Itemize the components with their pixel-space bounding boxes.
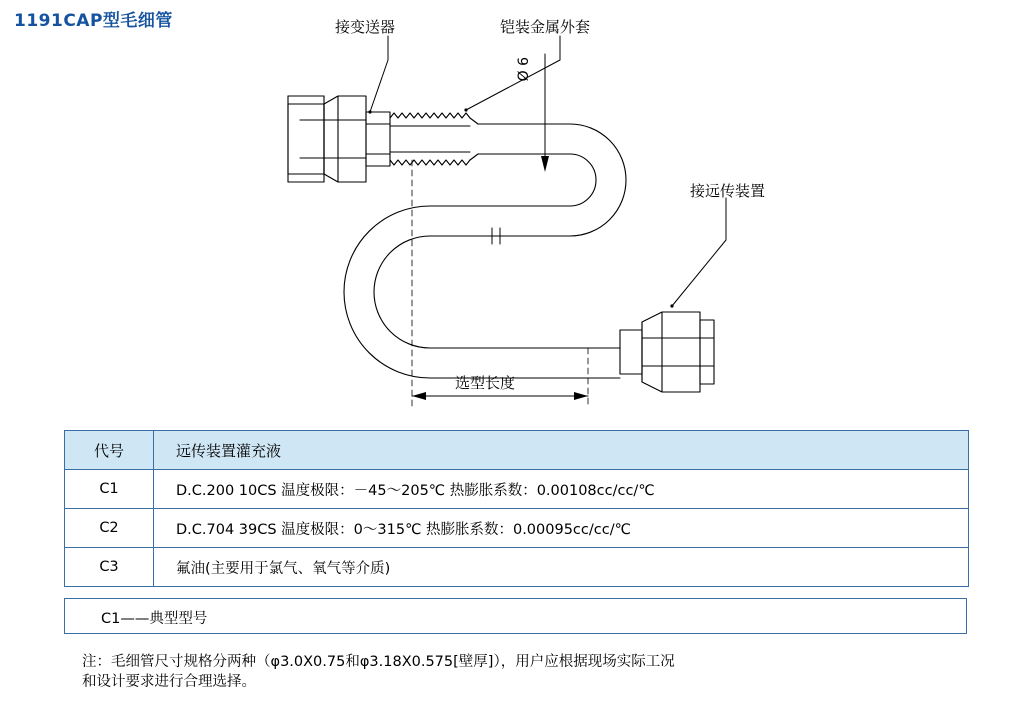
cell-code: C1 — [65, 470, 154, 509]
label-selected-length: 选型长度 — [455, 374, 516, 392]
label-armor-sheath: 铠装金属外套 — [500, 18, 591, 36]
footnote — [82, 652, 982, 692]
table-row — [65, 470, 969, 509]
page-title: 1191CAP型毛细管 — [14, 11, 173, 31]
cell-code: C2 — [65, 509, 154, 548]
label-diameter: Ø 6 — [516, 57, 532, 82]
header-code: 代号 — [65, 431, 154, 470]
cell-description: D.C.704 39CS 温度极限：0～315℃ 热膨胀系数：0.00095cc/cc/℃ — [154, 509, 969, 548]
label-remote-device: 接远传装置 — [690, 182, 766, 200]
table-row — [65, 548, 969, 587]
table-row — [65, 509, 969, 548]
footnote-line-1: 注：毛细管尺寸规格分两种（φ3.0X0.75和φ3.18X0.575[壁厚]），用户应根据现场实际工况 — [82, 654, 675, 670]
table-header-row — [65, 431, 969, 470]
footnote-line-2: 和设计要求进行合理选择。 — [82, 674, 256, 690]
cell-code: C3 — [65, 548, 154, 587]
label-transmitter: 接变送器 — [335, 18, 396, 36]
typical-model-note: C1——典型型号 — [101, 611, 208, 627]
cell-description: 氟油(主要用于氯气、氧气等介质) — [154, 548, 969, 587]
header-fill-fluid: 远传装置灌充液 — [154, 431, 969, 470]
fill-fluid-table — [64, 430, 969, 587]
cell-description: D.C.200 10CS 温度极限：－45～205℃ 热膨胀系数：0.00108cc/cc/℃ — [154, 470, 969, 509]
typical-model-note-box — [64, 598, 967, 634]
